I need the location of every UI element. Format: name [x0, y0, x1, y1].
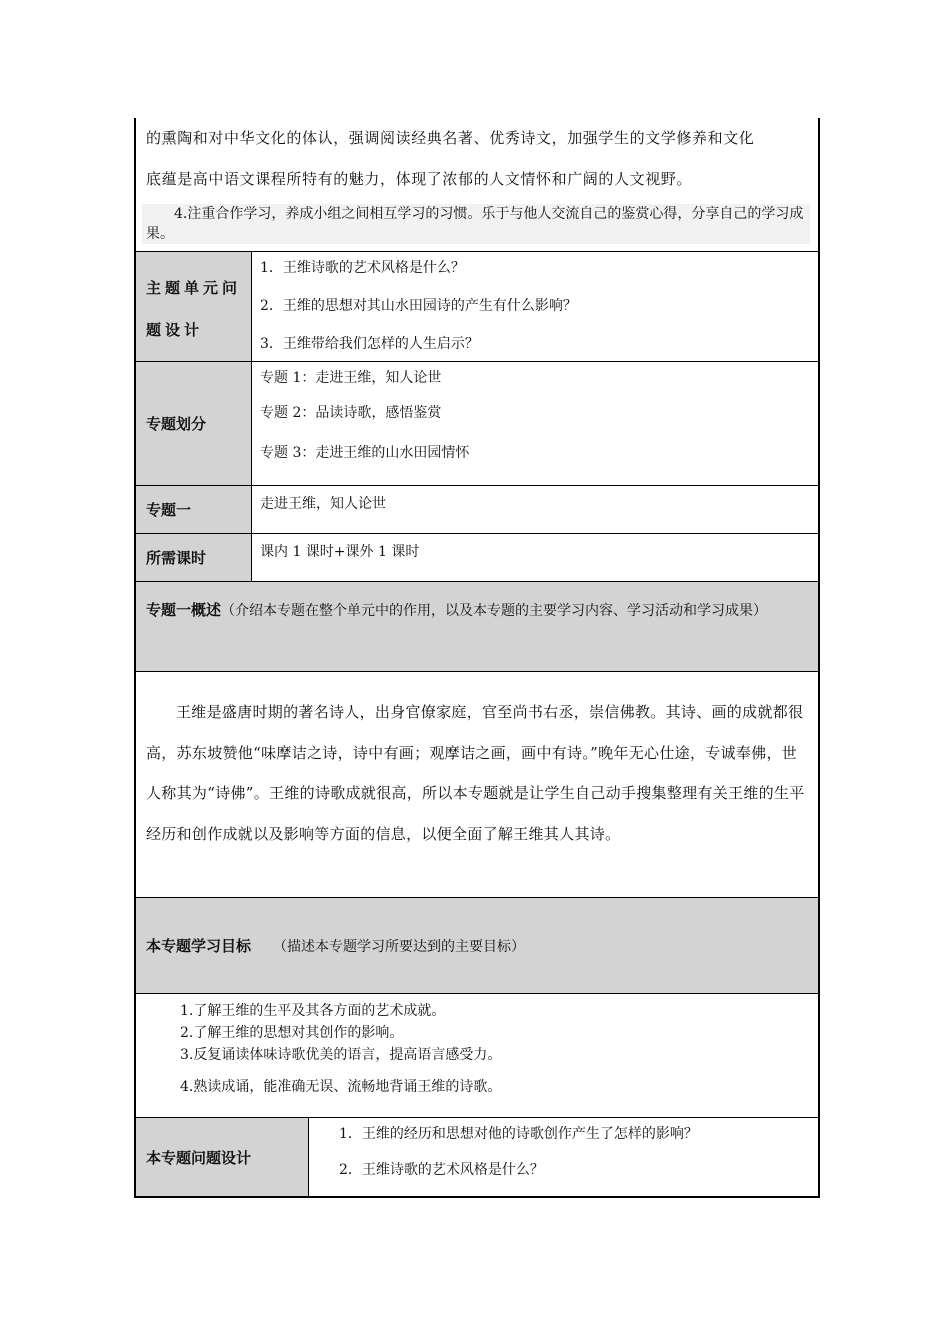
- topics-row: [136, 362, 818, 486]
- lesson-plan-table: [134, 118, 820, 1198]
- goals-hint: （描述本专题学习所要达到的主要目标）: [273, 938, 526, 955]
- intro-cell: [136, 118, 818, 251]
- intro-point-4: [142, 204, 810, 244]
- goals-header-cell: [136, 898, 818, 993]
- topic-item: 专题 2：品读诗歌，感悟鉴赏: [260, 405, 442, 421]
- topic-item: 专题 1：走进王维，知人论世: [260, 370, 442, 386]
- unit-questions-list: [252, 252, 818, 361]
- unit-question-item: 2．王维的思想对其山水田园诗的产生有什么影响？: [260, 298, 577, 314]
- goals-label: 本专题学习目标: [146, 937, 252, 955]
- topic-one-row: [136, 486, 818, 534]
- intro-point-4-text: 4.注重合作学习，养成小组之间相互学习的习惯。乐于与他人交流自己的鉴赏心得，分享自己的学习成果。: [146, 206, 804, 242]
- intro-line-2: 底蕴是高中语文课程所特有的魅力，体现了浓郁的人文情怀和广阔的人文视野。: [146, 170, 693, 188]
- goals-header-row: [136, 898, 818, 994]
- intro-line-1: 的熏陶和对中华文化的体认，强调阅读经典名著、优秀诗文，加强学生的文学修养和文化: [146, 129, 755, 147]
- topics-label: 专题划分: [136, 362, 252, 485]
- intro-row: [136, 118, 818, 252]
- overview-body-cell: [136, 672, 818, 897]
- overview-hint: （介绍本专题在整个单元中的作用，以及本专题的主要学习内容、学习活动和学习成果）: [221, 603, 768, 619]
- overview-header-row: [136, 582, 818, 672]
- unit-questions-label: 主题单元问题设计: [136, 252, 252, 361]
- goals-list-row: [136, 994, 818, 1118]
- goal-item: 2.了解王维的思想对其创作的影响。: [180, 1025, 404, 1041]
- goal-item: 3.反复诵读体味诗歌优美的语言，提高语言感受力。: [180, 1047, 502, 1063]
- overview-label: 专题一概述: [146, 601, 222, 619]
- topic-one-value: 走进王维，知人论世: [260, 496, 386, 512]
- topic-question-item: 2．王维诗歌的艺术风格是什么？: [339, 1162, 544, 1178]
- topic-question-item: 1．王维的经历和思想对他的诗歌创作产生了怎样的影响？: [339, 1126, 698, 1142]
- topic-one-label: 专题一: [136, 486, 252, 533]
- goal-item: 1.了解王维的生平及其各方面的艺术成就。: [180, 1003, 446, 1019]
- overview-header-cell: [136, 582, 818, 671]
- topic-item: 专题 3：走进王维的山水田园情怀: [260, 445, 470, 461]
- topic-questions-row: [136, 1118, 818, 1196]
- hours-label: 所需课时: [136, 534, 252, 581]
- goal-item: 4.熟读成诵，能准确无误、流畅地背诵王维的诗歌。: [180, 1079, 502, 1095]
- topic-questions-label: 本专题问题设计: [136, 1118, 309, 1196]
- hours-value: 课内 1 课时+课外 1 课时: [260, 544, 420, 560]
- topic-questions-list: [309, 1118, 818, 1196]
- overview-body: 王维是盛唐时期的著名诗人，出身官僚家庭，官至尚书右丞，崇信佛教。其诗、画的成就都很高，苏东坡赞他“味摩诘之诗，诗中有画；观摩诘之画，画中有诗。”晚年无心仕途，专诚奉佛，世人称其为“诗佛”。王维的诗歌成就很高，所以本专题就是让学生自己动手搜集整理有关王维的生平经历和创作成就以及影响等方面的信息，以便全面了解王维其人其诗。: [146, 703, 805, 843]
- unit-question-item: 1．王维诗歌的艺术风格是什么？: [260, 260, 465, 276]
- goals-list: [136, 994, 818, 1117]
- overview-body-row: [136, 672, 818, 898]
- overview-header: [146, 590, 808, 631]
- unit-questions-row: [136, 252, 818, 362]
- unit-question-item: 3．王维带给我们怎样的人生启示？: [260, 336, 479, 352]
- hours-row: [136, 534, 818, 582]
- topics-list: [252, 362, 818, 485]
